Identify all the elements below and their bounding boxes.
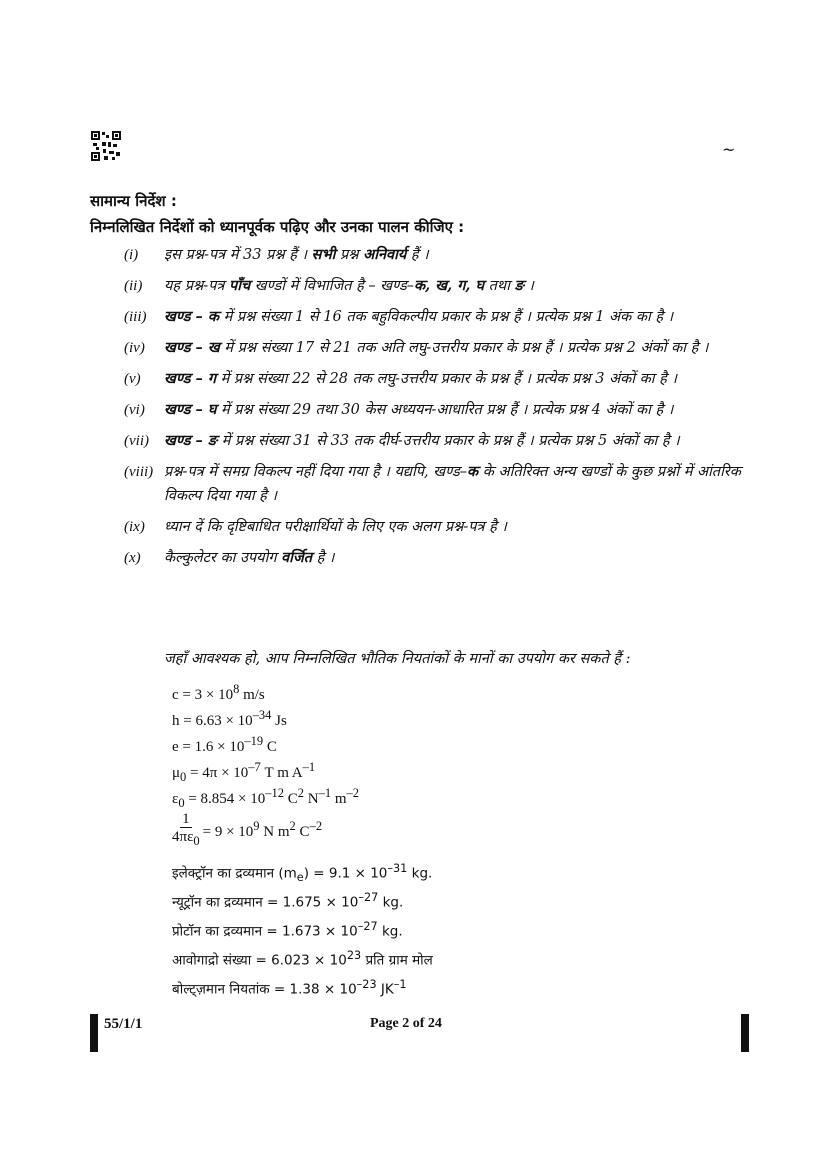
constant-mu0: $\mu_0 = 4\pi \times 10^{-7}$ T m $A^{-1}$: [172, 760, 316, 784]
instruction-number: (ii): [124, 278, 143, 294]
instruction-text: यह प्रश्न-पत्र पाँच खण्डों में विभाजित है – खण्ड–क, ख, ग, घ तथा ङ ।: [164, 277, 534, 294]
instruction-item: [124, 305, 744, 329]
instruction-number: (iv): [124, 340, 145, 356]
instruction-number: (x): [124, 550, 141, 566]
constant-electron-mass: इलेक्ट्रॉन का द्रव्यमान $(m_e) = 9.1 \times 10^{-31}$ kg.: [172, 862, 433, 885]
footer-right-bar: [741, 1014, 749, 1052]
instruction-number: (vii): [124, 433, 149, 449]
instruction-number: (i): [124, 247, 139, 263]
instruction-number: (viii): [124, 464, 154, 480]
coulomb-denominator: $4\pi\varepsilon_0$: [172, 828, 200, 848]
instruction-text: खण्ड – ङ में प्रश्न संख्या 31 से 33 तक दीर्घ-उत्तरीय प्रकार के प्रश्न हैं । प्रत्येक प्रश्न 5 अंकों का है ।: [164, 432, 680, 449]
instruction-text: खण्ड – ख में प्रश्न संख्या 17 से 21 तक अति लघु-उत्तरीय प्रकार के प्रश्न हैं । प्रत्येक प्रश्न 2 अंकों का है ।: [164, 339, 709, 356]
footer-left-bar: [90, 1014, 98, 1052]
instruction-item: [124, 398, 744, 422]
instruction-number: (vi): [124, 402, 145, 418]
constant-boltzmann: बोल्ट्ज़मान नियतांक = $1.38 \times 10^{-23}$ $JK^{-1}$: [172, 978, 407, 998]
coulomb-numerator: 1: [182, 810, 190, 827]
instruction-number: (iii): [124, 309, 147, 325]
constant-proton-mass: प्रोटॉन का द्रव्यमान = $1.673 \times 10^{-27}$ kg.: [172, 920, 403, 940]
instruction-item: [124, 274, 744, 298]
instructions-list: [124, 243, 744, 577]
instruction-item: [124, 367, 744, 391]
constants-intro: जहाँ आवश्यक हो, आप निम्नलिखित भौतिक नियतांकों के मानों का उपयोग कर सकते हैं :: [164, 651, 631, 667]
constant-h: $h = 6.63 \times 10^{-34}$ Js: [172, 708, 287, 729]
constants-list: [172, 676, 433, 999]
instruction-text: प्रश्न-पत्र में समग्र विकल्प नहीं दिया गया है । यद्यपि, खण्ड–क के अतिरिक्त अन्य खण्डों के कुछ प्रश्नों में आंतरिक विकल्प दिया गया है ।: [164, 463, 741, 504]
paper-code: 55/1/1: [104, 1016, 143, 1032]
instruction-item: [124, 515, 744, 539]
instruction-item: [124, 460, 744, 508]
instruction-text: खण्ड – ग में प्रश्न संख्या 22 से 28 तक लघु-उत्तरीय प्रकार के प्रश्न हैं । प्रत्येक प्रश्न 3 अंकों का है ।: [164, 370, 677, 387]
instructions-subheading: निम्नलिखित निर्देशों को ध्यानपूर्वक पढ़िए और उनका पालन कीजिए :: [90, 218, 465, 236]
tilde-mark: ~: [722, 140, 736, 159]
instruction-text: इस प्रश्न-पत्र में 33 प्रश्न हैं । सभी प्रश्न अनिवार्य हैं ।: [164, 246, 429, 263]
general-instructions-heading: सामान्य निर्देश :: [90, 192, 177, 210]
constant-e: $e = 1.6 \times 10^{-19}$ C: [172, 734, 277, 755]
constant-avogadro: आवोगाद्रो संख्या = $6.023 \times 10^{23}$ प्रति ग्राम मोल: [172, 949, 433, 969]
page-number: Page 2 of 24: [370, 1016, 442, 1031]
instruction-item: [124, 429, 744, 453]
instruction-item: [124, 336, 744, 360]
constant-c: $c = 3 \times 10^8$ m/s: [172, 682, 265, 703]
constant-eps0: $\varepsilon_0 = 8.854 \times 10^{-12}$ $C^2$ $N^{-1}$ $m^{-2}$: [172, 786, 360, 810]
instruction-number: (ix): [124, 519, 145, 535]
instruction-text: कैल्कुलेटर का उपयोग वर्जित है ।: [164, 549, 335, 566]
constant-neutron-mass: न्यूट्रॉन का द्रव्यमान = $1.675 \times 10^{-27}$ kg.: [172, 891, 404, 911]
instruction-text: ध्यान दें कि दृष्टिबाधित परीक्षार्थियों के लिए एक अलग प्रश्न-पत्र है ।: [164, 519, 507, 535]
instruction-number: (v): [124, 371, 141, 387]
constant-coulomb: [172, 808, 433, 852]
coulomb-value: = $9 \times 10^9$ N $m^2$ $C^{-2}$: [202, 819, 323, 840]
instruction-item: [124, 243, 744, 267]
instruction-item: [124, 546, 744, 570]
instruction-text: खण्ड – क में प्रश्न संख्या 1 से 16 तक बहुविकल्पीय प्रकार के प्रश्न हैं । प्रत्येक प्रश्न 1 अंक का है ।: [164, 308, 674, 325]
qr-code-icon: [90, 130, 122, 162]
instruction-text: खण्ड – घ में प्रश्न संख्या 29 तथा 30 केस अध्ययन-आधारित प्रश्न हैं । प्रत्येक प्रश्न 4 अंकों का है ।: [164, 401, 674, 418]
